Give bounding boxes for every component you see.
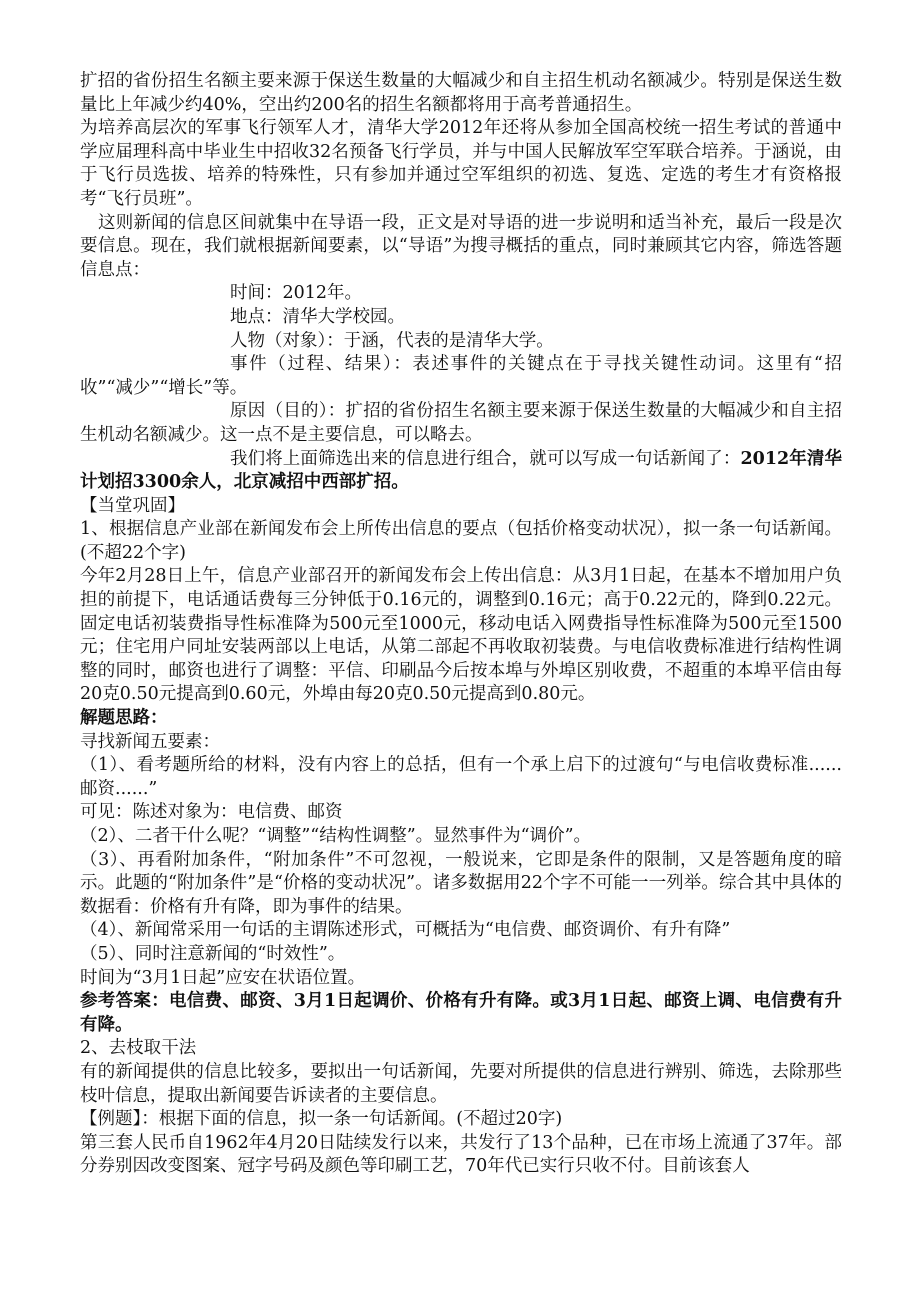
- element-event: 事件（过程、结果）：表述事件的关键点在于寻找关键性动词。这里有“招收”“减少”“增长”等。: [80, 354, 842, 398]
- step-1-note: 可见：陈述对象为：电信费、邮资: [80, 802, 343, 823]
- conclusion-text: 我们将上面筛选出来的信息进行组合，就可以写成一句话新闻了：: [230, 448, 741, 469]
- document-page: [80, 70, 842, 1179]
- conclusion-paragraph: [80, 448, 842, 495]
- element-time: 时间：2012年。: [230, 283, 363, 304]
- step-3: （3）、再看附加条件，“附加条件”不可忽视，一般说来，它即是条件的限制，又是答题角度的暗示。此题的“附加条件”是“价格的变动状况”。诸多数据用22个字不可能一一列举。综合其中具体的数据看：价格有升有降，即为事件的结果。: [80, 849, 842, 917]
- section-consolidate: 【当堂巩固】: [80, 495, 185, 516]
- thinking-label: 解题思路：: [80, 708, 168, 729]
- step-5: （5）、同时注意新闻的“时效性”。: [80, 943, 346, 964]
- paragraph-pilot-class: 为培养高层次的军事飞行领军人才，清华大学2012年还将从参加全国高校统一招生考试的普通中学应届理科高中毕业生中招收32名预备飞行学员，并与中国人民解放军空军联合培养。于涵说，由于飞行员选拔、培养的特殊性，只有参加并通过空军组织的初选、复选、定选的考生才有资格报考“飞行员班”。: [80, 118, 842, 209]
- conclusion-headline: 2012年清华计划招3300余人，北京减招中西部扩招。: [80, 448, 842, 493]
- step-4: （4）、新闻常采用一句话的主谓陈述形式，可概括为“电信费、邮资调价、有升有降”: [80, 920, 731, 941]
- paragraph-expansion-source: 扩招的省份招生名额主要来源于保送生数量的大幅减少和自主招生机动名额减少。特别是保送生数量比上年减少约40%，空出约200名的招生名额都将用于高考普通招生。: [80, 71, 842, 115]
- method-2-text: 有的新闻提供的信息比较多，要拟出一句话新闻，先要对所提供的信息进行辨别、筛选，去除那些枝叶信息，提取出新闻要告诉读者的主要信息。: [80, 1061, 842, 1106]
- method-2-title: 2、去枝取干法: [80, 1038, 197, 1059]
- step-2: （2）、二者干什么呢？“调整”“结构性调整”。显然事件为“调价”。: [80, 826, 592, 846]
- example-line: [80, 1108, 842, 1132]
- example-text: ：根据下面的信息，拟一条一句话新闻。(不超过20字): [141, 1109, 563, 1130]
- five-elements-label: 寻找新闻五要素：: [80, 731, 220, 752]
- step-1: （1）、看考题所给的材料，没有内容上的总括，但有一个承上启下的过渡句“与电信收费标准......邮资......”: [80, 755, 842, 799]
- paragraph-analysis: 这则新闻的信息区间就集中在导语一段，正文是对导语的进一步说明和适当补充，最后一段是次要信息。现在，我们就根据新闻要素，以“导语”为搜寻概括的重点，同时兼顾其它内容，筛选答题信息点：: [80, 212, 842, 280]
- question-1-title: 1、根据信息产业部在新闻发布会上所传出信息的要点（包括价格变动状况），拟一条一句话新闻。(不超22个字): [80, 519, 842, 563]
- element-reason: 原因（目的）：扩招的省份招生名额主要来源于保送生数量的大幅减少和自主招生机动名额减少。这一点不是主要信息，可以略去。: [80, 401, 842, 445]
- step-5-note: 时间为“3月1日起”应安在状语位置。: [80, 967, 366, 988]
- reference-answer: 参考答案：电信费、邮资、3月1日起调价、价格有升有降。或3月1日起、邮资上调、电信费有升有降。: [80, 991, 842, 1035]
- element-place: 地点：清华大学校园。: [230, 306, 405, 327]
- question-1-material: 今年2月28日上午，信息产业部召开的新闻发布会上传出信息：从3月1日起，在基本不增加用户负担的前提下，电话通话费每三分钟低于0.16元的，调整到0.16元；高于0.22元的，降到0.22元。固定电话初装费指导性标准降为500元至1000元，移动电话入网费指导性标准降为500元至1500元；住宅用户同址安装两部以上电话，从第二部起不再收取初装费。与电信收费标准进行结构性调整的同时，邮资也进行了调整：平信、印刷品今后按本埠与外埠区别收费，不超重的本埠平信由每20克0.50元提高到0.60元，外埠由每20克0.50元提高到0.80元。: [80, 566, 842, 705]
- example-material: 第三套人民币自1962年4月20日陆续发行以来，共发行了13个品种，已在市场上流通了37年。部分券别因改变图案、冠字号码及颜色等印刷工艺，70年代已实行只收不付。目前该套人: [80, 1132, 842, 1177]
- example-label: 【例题】: [80, 1109, 142, 1130]
- element-person: 人物（对象）：于涵，代表的是清华大学。: [230, 330, 554, 351]
